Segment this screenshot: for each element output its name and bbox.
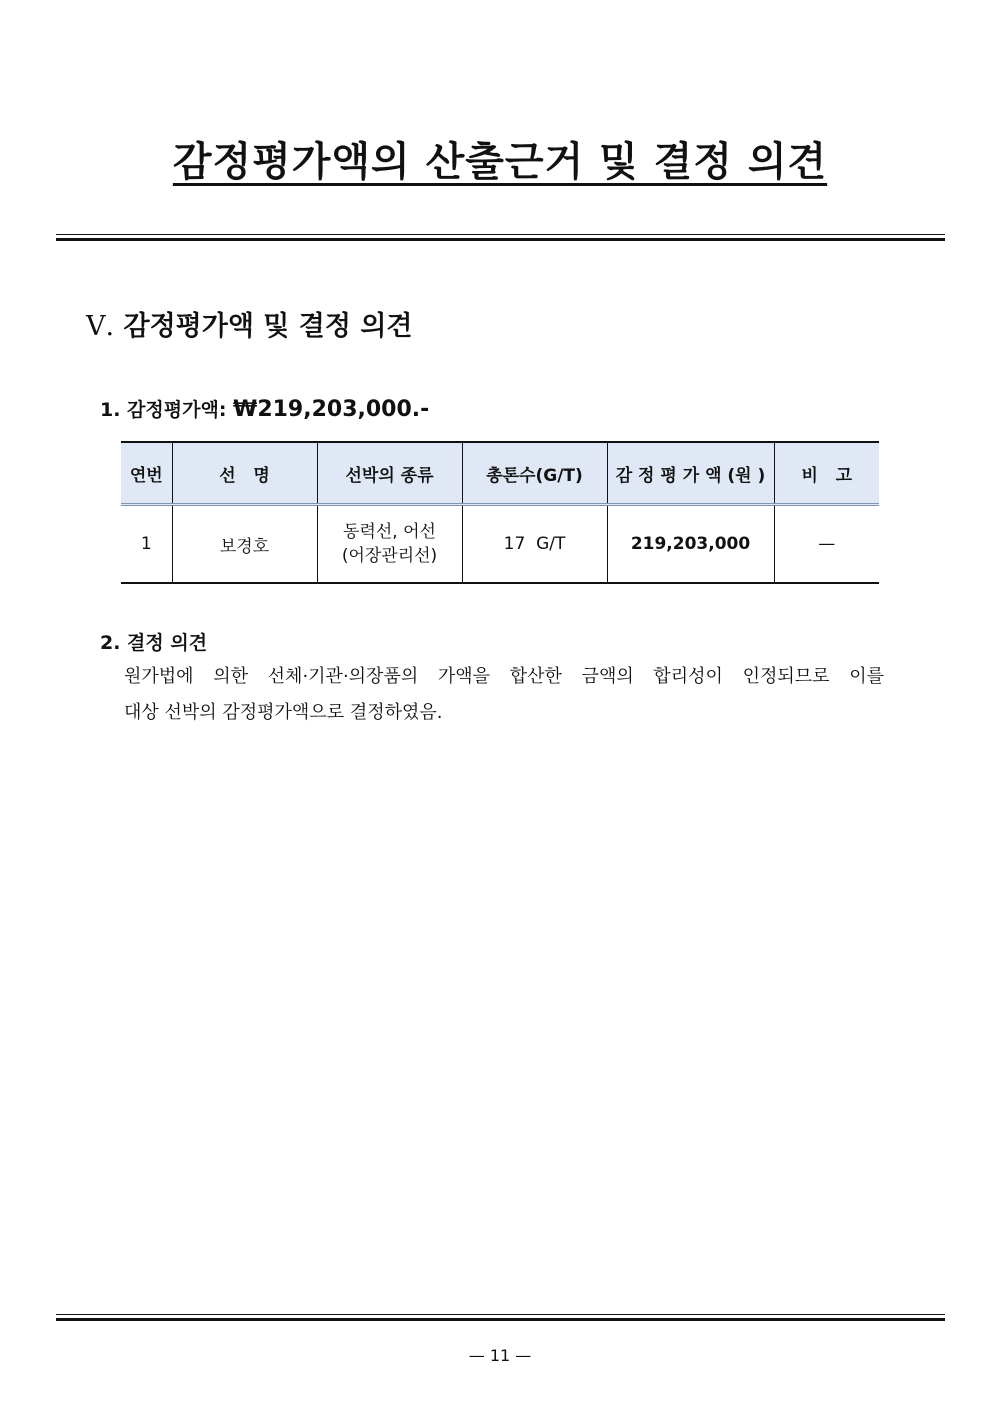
- section-numeral: Ⅴ.: [86, 311, 115, 342]
- vessel-type-line2: (어장관리선): [341, 546, 438, 566]
- cell-tonnage: 17 G/T: [462, 505, 607, 584]
- header-tonnage: 총톤수(G/T): [462, 442, 607, 505]
- decision-opinion-heading: 2. 결정 의견: [100, 632, 208, 654]
- cell-remarks: —: [774, 505, 879, 584]
- appraisal-amount-value: ₩219,203,000.-: [233, 397, 430, 422]
- vessel-type-line1: 동력선, 어선: [343, 522, 436, 542]
- page-number: — 11 —: [468, 1346, 532, 1365]
- header-remarks: 비 고: [774, 442, 879, 505]
- decision-opinion-line2: 대상 선박의 감정평가액으로 결정하였음.: [124, 702, 443, 723]
- section-heading: [86, 304, 413, 343]
- appraisal-amount-heading: [100, 395, 429, 422]
- appraisal-table: [121, 441, 879, 584]
- section-title-text: 감정평가액 및 결정 의견: [123, 311, 413, 342]
- table-row: [121, 505, 879, 584]
- header-appraised-value: 감 정 평 가 액 (원 ): [607, 442, 774, 505]
- header-vessel-type: 선박의 종류: [317, 442, 462, 505]
- bottom-double-rule: [56, 1314, 945, 1321]
- cell-vessel-name: 보경호: [172, 505, 317, 584]
- table-header-row: [121, 442, 879, 505]
- document-title: [0, 130, 1000, 187]
- header-vessel-name: 선 명: [172, 442, 317, 505]
- cell-vessel-type: [317, 505, 462, 584]
- decision-opinion-line1: 원가법에 의한 선체·기관·의장품의 가액을 합산한 금액의 합리성이 인정되므로 이를: [124, 666, 884, 687]
- cell-appraised-value: 219,203,000: [607, 505, 774, 584]
- document-title-text: 감정평가액의 산출근거 및 결정 의견: [172, 139, 828, 185]
- top-double-rule: [56, 234, 945, 241]
- cell-no: 1: [121, 505, 172, 584]
- appraisal-amount-label: 1. 감정평가액:: [100, 399, 227, 421]
- header-no: 연번: [121, 442, 172, 505]
